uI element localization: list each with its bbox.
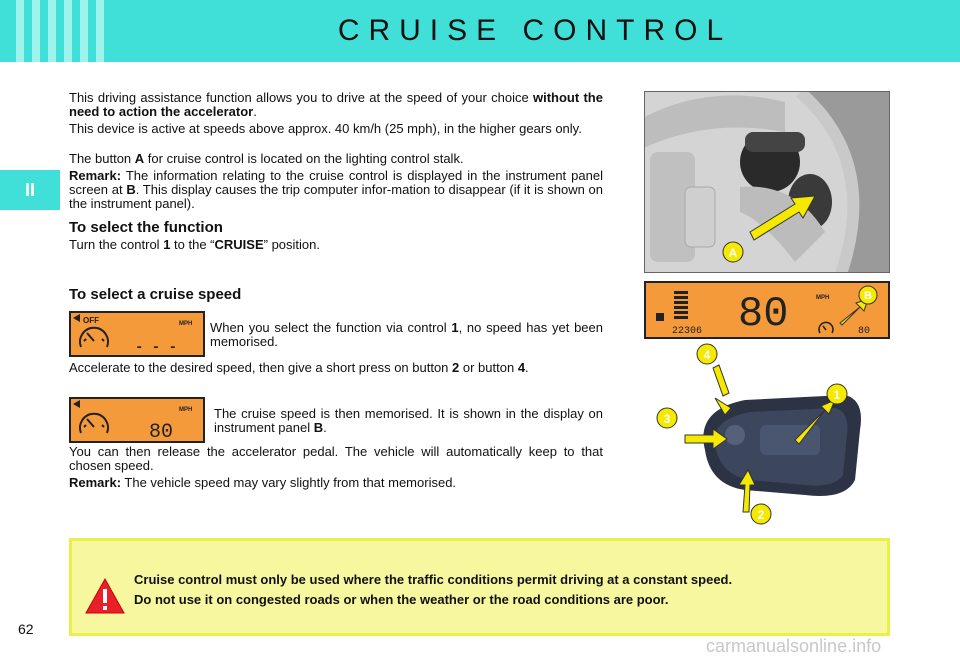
page-number: 62 [18,621,34,637]
callout-4: 4 [703,348,711,362]
callout-b: B [864,290,872,302]
steering-column-photo [644,91,890,273]
panel-odometer: 22306 [672,326,703,337]
panel-speed: 80 [738,290,789,337]
lcd1-status: OFF [83,316,99,325]
intro-paragraph-3: The button A for cruise control is located on the lighting control stalk. [69,151,464,166]
speed-remark: Remark: The vehicle speed may vary slightly from that memorised. [69,475,457,490]
heading-select-function: To select the function [69,219,223,236]
callout-2: 2 [757,508,765,522]
warning-text [134,570,884,610]
warning-icon [84,577,126,615]
lcd2-value: 80 [149,421,174,441]
control-stalk-figure [655,340,895,530]
lcd2-unit: MPH [179,407,193,413]
select-function-text: Turn the control 1 to the “CRUISE” position. [69,237,320,252]
section-tab [0,170,60,210]
speedometer-icon [80,414,108,433]
intro-paragraph-1: This driving assistance function allows you to drive at the speed of your choice without the need to action the accelerator. [69,90,603,119]
section-tab-label: II [24,180,35,200]
speed-step-2: Accelerate to the desired speed, then give a short press on button 2 or button 4. [69,360,529,375]
instrument-panel-display [644,281,890,339]
lcd-display-no-speed [69,311,205,357]
speed-step-1: When you select the function via control 1, no speed has yet been memorised. [210,320,603,349]
speed-step-3: The cruise speed is then memorised. It is shown in the display on instrument panel B. [214,406,603,435]
intro-paragraph-2: This device is active at speeds above approx. 40 km/h (25 mph), in the higher gears only. [69,121,582,136]
watermark: carmanualsonline.info [706,636,882,656]
page-title: CRUISE CONTROL [337,14,733,47]
panel-cruise-value: 80 [858,326,871,337]
warning-line-2: Do not use it on congested roads or when the weather or the road conditions are poor. [134,592,669,607]
callout-3: 3 [663,412,671,426]
lcd1-unit: MPH [179,321,193,327]
speed-step-4: You can then release the accelerator pedal. The vehicle will automatically keep to that chosen speed. [69,444,603,473]
heading-select-speed: To select a cruise speed [69,286,242,303]
cruise-speedometer-icon [819,322,833,333]
callout-1: 1 [833,388,841,402]
lcd1-value: - - - [135,340,178,355]
panel-unit: MPH [816,295,830,301]
header-stripes [10,0,110,62]
speedometer-icon [80,328,108,347]
intro-remark: Remark: The information relating to the cruise control is displayed in the instrument panel screen at B. This display causes the trip computer infor-mation to disappear (if it is shown on the instrument panel). [69,168,604,211]
callout-a: A [728,246,738,260]
warning-line-1: Cruise control must only be used where the traffic conditions permit driving at a constant speed. [134,572,733,587]
lcd-display-memorised [69,397,205,443]
